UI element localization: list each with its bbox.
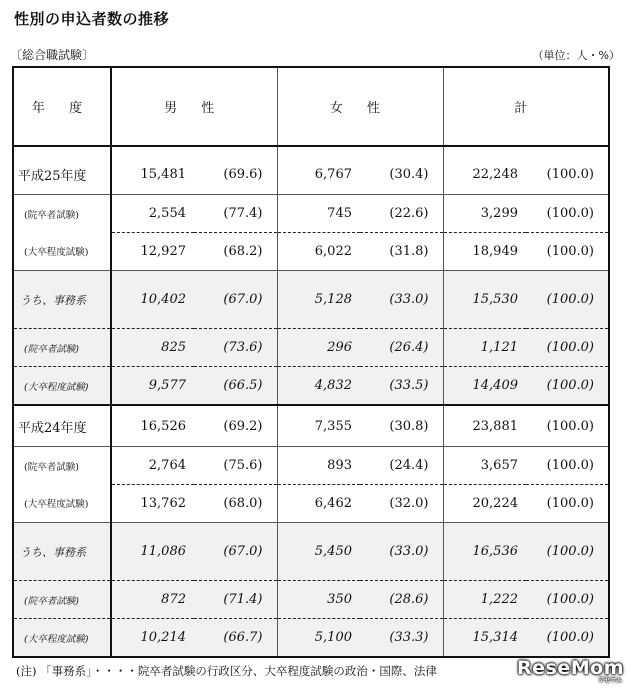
row-label: 平成24年度: [13, 405, 111, 447]
total-pct: (100.0): [526, 581, 609, 619]
female-count: 350: [277, 581, 360, 619]
male-pct: (69.6): [194, 154, 277, 195]
male-pct: (71.4): [194, 581, 277, 619]
total-pct: (100.0): [526, 523, 609, 581]
male-pct: (68.0): [194, 485, 277, 523]
male-count: 10,214: [111, 619, 194, 658]
logo-text: ReseMom: [517, 657, 624, 679]
page-title: 性別の申込者数の推移: [14, 10, 170, 28]
total-count: 22,248: [472, 166, 518, 182]
total-count: 15,530: [443, 271, 526, 329]
table-row: [13, 405, 609, 447]
unit-label: （単位：人・%）: [532, 49, 620, 62]
table-row: [13, 447, 609, 485]
table-row: [13, 581, 609, 619]
female-pct: (28.6): [360, 581, 443, 619]
total-pct: (100.0): [526, 233, 609, 271]
total-pct: (100.0): [526, 271, 609, 329]
male-pct: (68.2): [194, 233, 277, 271]
total-count: 3,657: [443, 447, 526, 485]
table-row: [13, 485, 609, 523]
header-total: 計: [443, 67, 609, 146]
table-row: [13, 154, 609, 195]
male-pct: (75.6): [194, 447, 277, 485]
total-pct: (100.0): [526, 367, 609, 406]
male-pct: (69.2): [194, 405, 277, 447]
row-label: (院卒者試験): [13, 329, 111, 367]
male-count: 2,554: [111, 195, 194, 233]
male-count: 16,526: [111, 405, 194, 447]
table-row: [13, 329, 609, 367]
male-count: 15,481: [140, 166, 186, 182]
row-label: うち、事務系: [13, 271, 111, 329]
table-row: [13, 195, 609, 233]
male-pct: (73.6): [194, 329, 277, 367]
female-count: 4,832: [277, 367, 360, 406]
female-pct: (22.6): [360, 195, 443, 233]
female-count: 7,355: [277, 405, 360, 447]
row-label: (大卒程度試験): [13, 367, 111, 406]
female-pct: (33.3): [360, 619, 443, 658]
female-count: 6,767: [314, 166, 352, 182]
row-label: (院卒者試験): [13, 447, 111, 485]
male-count: 11,086: [111, 523, 194, 581]
female-pct: (24.4): [360, 447, 443, 485]
female-pct: (30.4): [360, 154, 443, 195]
male-pct: (66.7): [194, 619, 277, 658]
total-count: 15,314: [443, 619, 526, 658]
male-count: 12,927: [111, 233, 194, 271]
row-label: (院卒者試験): [13, 581, 111, 619]
total-count: 14,409: [443, 367, 526, 406]
male-pct: (67.0): [194, 523, 277, 581]
total-count: 23,881: [443, 405, 526, 447]
male-pct: (66.5): [194, 367, 277, 406]
total-count: 1,121: [443, 329, 526, 367]
female-count: 6,462: [277, 485, 360, 523]
male-count: 2,764: [111, 447, 194, 485]
female-pct: (26.4): [360, 329, 443, 367]
male-count: 13,762: [111, 485, 194, 523]
total-pct: (100.0): [546, 166, 594, 182]
table-row: [13, 619, 609, 658]
total-count: 16,536: [443, 523, 526, 581]
header-male: 男 性: [111, 67, 277, 146]
total-pct: (100.0): [526, 405, 609, 447]
table-row: [13, 367, 609, 406]
total-pct: (100.0): [526, 447, 609, 485]
total-count: 3,299: [443, 195, 526, 233]
total-count: 18,949: [443, 233, 526, 271]
total-count: 20,224: [443, 485, 526, 523]
total-pct: (100.0): [526, 195, 609, 233]
header-year: 年 度: [13, 67, 111, 146]
total-pct: (100.0): [526, 329, 609, 367]
male-count: 10,402: [111, 271, 194, 329]
spacer-row: [13, 146, 609, 154]
female-count: 893: [277, 447, 360, 485]
female-count: 5,128: [277, 271, 360, 329]
table-row: [13, 271, 609, 329]
female-pct: (30.8): [360, 405, 443, 447]
exam-category-label: 〔総合職試験〕: [10, 48, 95, 62]
header-row: [13, 67, 609, 146]
male-pct: (67.0): [194, 271, 277, 329]
female-pct: (33.5): [360, 367, 443, 406]
female-pct: (33.0): [360, 271, 443, 329]
table-row: [13, 233, 609, 271]
male-count: 9,577: [111, 367, 194, 406]
row-label: 平成25年度: [13, 154, 111, 195]
total-pct: (100.0): [526, 619, 609, 658]
row-label: (院卒者試験): [13, 195, 111, 233]
row-label: (大卒程度試験): [13, 485, 111, 523]
male-count: 872: [111, 581, 194, 619]
row-label: うち、事務系: [13, 523, 111, 581]
female-count: 296: [277, 329, 360, 367]
header-female: 女 性: [277, 67, 443, 146]
male-pct: (77.4): [194, 195, 277, 233]
female-pct: (32.0): [360, 485, 443, 523]
female-count: 745: [277, 195, 360, 233]
table-row: [13, 523, 609, 581]
total-count: 1,222: [443, 581, 526, 619]
female-pct: (31.8): [360, 233, 443, 271]
row-label: (大卒程度試験): [13, 233, 111, 271]
logo-subtext: リセマム: [598, 677, 622, 684]
female-count: 6,022: [277, 233, 360, 271]
female-count: 5,450: [277, 523, 360, 581]
female-count: 5,100: [277, 619, 360, 658]
male-count: 825: [111, 329, 194, 367]
female-pct: (33.0): [360, 523, 443, 581]
total-pct: (100.0): [526, 485, 609, 523]
footnote: (注) 「事務系」・・・・院卒者試験の行政区分、大卒程度試験の政治・国際、法律: [16, 664, 437, 678]
applicants-table: [12, 66, 610, 658]
resemom-logo: [517, 657, 624, 684]
row-label: (大卒程度試験): [13, 619, 111, 658]
